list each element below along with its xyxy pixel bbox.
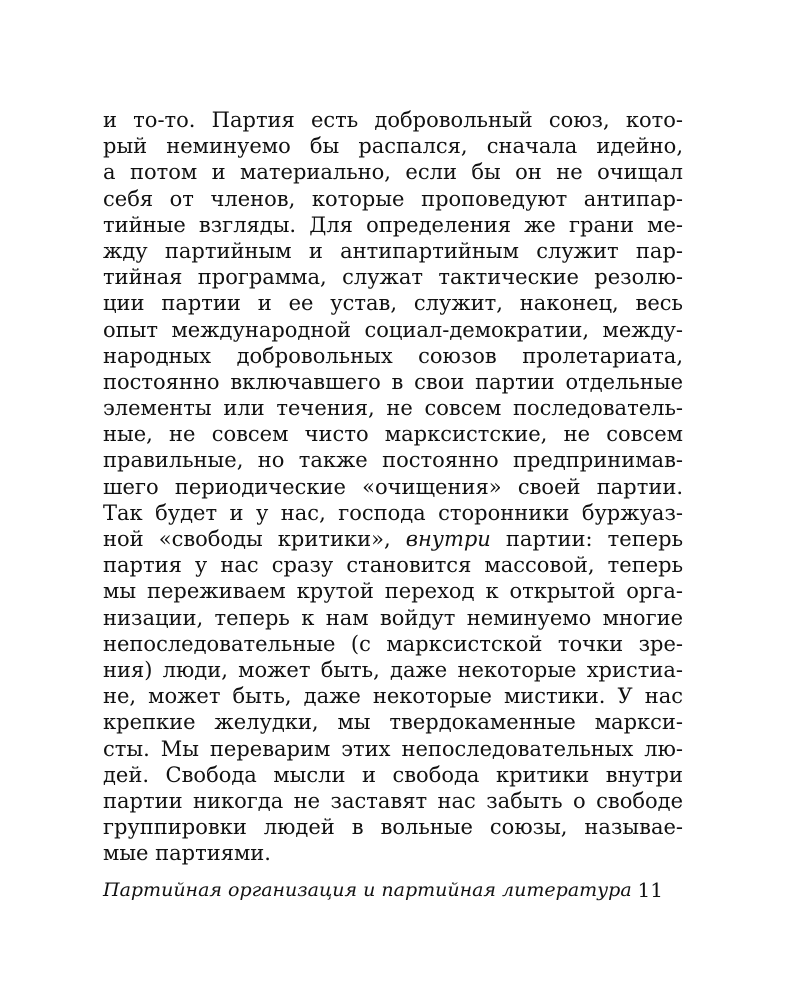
line-end: партии: теперь xyxy=(490,527,683,551)
text-line: сты. Мы переварим этих непоследовательных лю- xyxy=(103,736,683,761)
text-line: опыт международной социал-демократии, между- xyxy=(103,317,683,342)
text-line: себя от членов, которые проповедуют антипар- xyxy=(103,186,683,211)
text-line: рый неминуемо бы распался, сначала идейно, xyxy=(103,134,683,159)
text-line: а потом и материально, если бы он не очищал xyxy=(103,160,683,185)
text-line: ции партии и ее устав, служит, наконец, весь xyxy=(103,291,683,316)
page-footer xyxy=(103,876,663,904)
text-line: и то-то. Партия есть добровольный союз, кото- xyxy=(103,108,683,132)
body-text xyxy=(103,107,683,866)
text-line: крепкие желудки, мы твердокаменные маркси- xyxy=(103,710,683,735)
text-line: мые партиями. xyxy=(103,841,271,866)
text-line: непоследовательные (с марксистской точки зре- xyxy=(103,631,683,656)
text-line: партии никогда не заставят нас забыть о свободе xyxy=(103,788,683,813)
emphasis-word: внутри xyxy=(405,527,491,551)
line-start: ной «свободы критики», xyxy=(103,527,406,551)
text-line: партия у нас сразу становится массовой, теперь xyxy=(103,553,683,578)
text-line: группировки людей в вольные союзы, называе- xyxy=(103,815,683,840)
text-line: ные, не совсем чисто марксистские, не совсем xyxy=(103,422,683,447)
text-line: народных добровольных союзов пролетариата, xyxy=(103,343,683,368)
text-line: жду партийным и антипартийным служит пар- xyxy=(103,238,683,263)
page-number: 11 xyxy=(637,878,663,902)
text-line: не, может быть, даже некоторые мистики. У нас xyxy=(103,684,683,709)
text-line: правильные, но также постоянно предпринимав- xyxy=(103,448,683,473)
text-line: шего периодические «очищения» своей партии. xyxy=(103,474,683,499)
text-line: дей. Свобода мысли и свобода критики внутри xyxy=(103,762,683,787)
text-line: элементы или течения, не совсем последователь- xyxy=(103,396,683,421)
running-title: Партийная организация и партийная литература xyxy=(103,879,632,901)
text-line: Так будет и у нас, господа сторонники буржуаз- xyxy=(103,500,683,525)
text-line: тийные взгляды. Для определения же грани ме- xyxy=(103,212,683,237)
text-line: низации, теперь к нам войдут неминуемо многие xyxy=(103,605,683,630)
text-line: мы переживаем крутой переход к открытой орга- xyxy=(103,579,683,604)
text-line: ния) люди, может быть, даже некоторые христиа- xyxy=(103,657,683,682)
text-line: постоянно включавшего в свои партии отдельные xyxy=(103,369,683,394)
text-line-mixed xyxy=(103,526,683,552)
text-line: тийная программа, служат тактические резолю- xyxy=(103,265,683,290)
